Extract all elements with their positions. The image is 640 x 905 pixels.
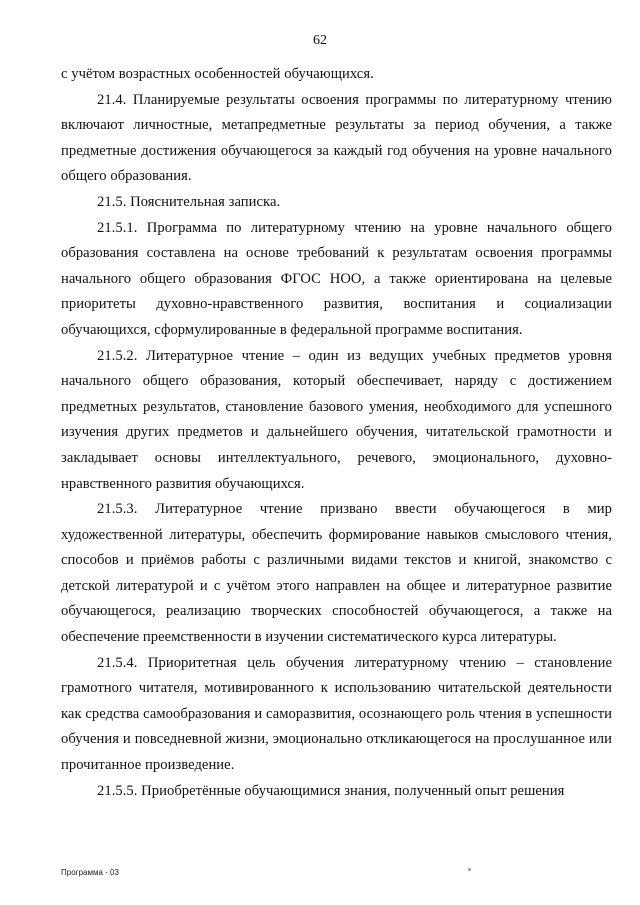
footer-label: Программа - 03	[61, 868, 119, 877]
paragraph-21-5-2: 21.5.2. Литературное чтение – один из ведущих учебных предметов уровня начального общего образования, который обеспечивает, наряду с достижением предметных результатов, становление базового умения, необходимого для успешного изучения других предметов и дальнейшего обучения, читательской грамотности и закладывает основы интеллектуального, речевого, эмоционального, духовно-нравственного развития обучающихся.	[61, 347, 612, 492]
paragraph-21-5-5: 21.5.5. Приобретённые обучающимися знания, полученный опыт решения	[97, 782, 565, 799]
paragraph-21-5: 21.5. Пояснительная записка.	[97, 193, 281, 210]
paragraph-21-5-4: 21.5.4. Приоритетная цель обучения литературному чтению – становление грамотного читателя, мотивированного к использованию читательской деятельности как средства самообразования и саморазвития, осознающего роль чтения в успешности обучения и повседневной жизни, эмоционально откликающегося на прослушанное или прочитанное произведение.	[61, 654, 612, 774]
page-number: 62	[313, 33, 327, 48]
paragraph-21-5-1: 21.5.1. Программа по литературному чтению на уровне начального общего образования составлена на основе требований к результатам освоения программы начального общего образования ФГОС НОО, а также ориентирована на целевые приоритеты духовно-нравственного развития, воспитания и социализации обучающихся, сформулированные в федеральной программе воспитания.	[61, 219, 612, 338]
body-text	[61, 62, 612, 804]
paragraph-continuation: с учётом возрастных особенностей обучающихся.	[61, 66, 374, 82]
paragraph-21-5-3: 21.5.3. Литературное чтение призвано ввести обучающегося в мир художественной литературы, обеспечить формирование навыков смыслового чтения, способов и приёмов работы с различными видами текстов и книгой, знакомство с детской литературой и с учётом этого направлен на общее и литературное развитие обучающегося, реализацию творческих способностей обучающегося, а также на обеспечение преемственности в изучении систематического курса литературы.	[61, 501, 612, 646]
paragraph-21-4: 21.4. Планируемые результаты освоения программы по литературному чтению включают личностные, метапредметные результаты за период обучения, а также предметные достижения обучающегося за каждый год обучения на уровне начального общего образования.	[61, 91, 612, 185]
scan-dot-mark	[468, 868, 471, 871]
